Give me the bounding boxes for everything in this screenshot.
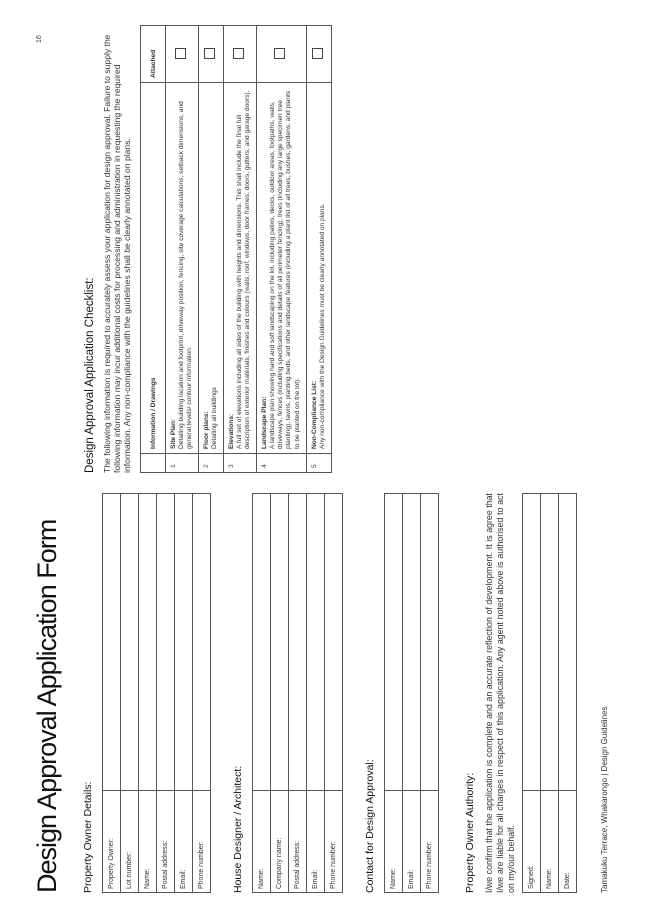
authority-name-field[interactable] bbox=[540, 494, 558, 791]
table-row bbox=[121, 494, 139, 893]
authority-heading: Property Owner Authority: bbox=[464, 772, 476, 893]
checklist-table bbox=[140, 25, 331, 473]
owner-details-heading: Property Owner Details: bbox=[82, 781, 94, 893]
contact-name-field[interactable] bbox=[385, 494, 403, 791]
designer-phone-field[interactable] bbox=[325, 494, 343, 791]
item-number: 2 bbox=[199, 454, 224, 473]
table-row bbox=[257, 26, 306, 473]
designer-table bbox=[252, 493, 343, 893]
attached-checkbox[interactable] bbox=[204, 49, 215, 60]
table-row bbox=[306, 26, 331, 473]
info-column-header: Information / Drawings bbox=[141, 83, 166, 454]
table-row bbox=[199, 26, 224, 473]
table-row bbox=[403, 494, 421, 893]
item-title: Floor plans: bbox=[203, 411, 211, 449]
company-name-field[interactable] bbox=[271, 494, 289, 791]
table-row bbox=[157, 494, 175, 893]
authority-statement: I/we confirm that the application is complete and an accurate reflection of development. It is agree that I/we are liable for all charges in respect of this application. Any agent noted above is authorised to act on my/our behalf. bbox=[484, 493, 516, 893]
item-info bbox=[306, 83, 331, 454]
item-title: Landscape Plan: bbox=[261, 396, 269, 449]
item-description: Detailing building location and footprint, driveway position, fencing, site coverage calculations, setback dimensions, and general levels/ contour information. bbox=[178, 101, 194, 449]
authority-section bbox=[464, 493, 577, 893]
name-field[interactable] bbox=[139, 494, 157, 791]
attached-cell bbox=[257, 26, 306, 83]
contact-section bbox=[364, 493, 439, 893]
table-row bbox=[421, 494, 439, 893]
table-row bbox=[522, 494, 540, 893]
item-number: 3 bbox=[224, 454, 257, 473]
attached-checkbox[interactable] bbox=[175, 49, 186, 60]
field-label: Lot number: bbox=[121, 791, 139, 893]
field-label: Phone number: bbox=[325, 791, 343, 893]
contact-heading: Contact for Design Approval: bbox=[364, 759, 376, 893]
number-column-header bbox=[141, 454, 166, 473]
table-header-row bbox=[141, 26, 166, 473]
table-row bbox=[103, 494, 121, 893]
contact-email-field[interactable] bbox=[403, 494, 421, 791]
item-title: Non-Compliance List: bbox=[310, 380, 318, 449]
item-description: A full set of elevations including all sides of the building with heights and dimensions. This shall include the final full description of exterior materials, finishes and colours (walls, roof, windows, door frames, doors, gutters, and garage doors). bbox=[236, 90, 252, 449]
footer: Tamakuku Terrace, Whakarongo | Design Guidelines bbox=[600, 706, 609, 893]
email-field[interactable] bbox=[175, 494, 193, 791]
field-label: Email: bbox=[175, 791, 193, 893]
contact-table bbox=[384, 493, 439, 893]
attached-checkbox[interactable] bbox=[233, 49, 244, 60]
designer-heading: House Designer / Architect: bbox=[232, 765, 244, 893]
table-row bbox=[224, 26, 257, 473]
table-row bbox=[385, 494, 403, 893]
field-label: Company name: bbox=[271, 791, 289, 893]
attached-checkbox[interactable] bbox=[274, 49, 285, 60]
field-label: Name: bbox=[385, 791, 403, 893]
attached-cell bbox=[166, 26, 199, 83]
table-row bbox=[253, 494, 271, 893]
item-title: Site Plan: bbox=[170, 418, 178, 449]
item-number: 4 bbox=[257, 454, 306, 473]
item-description: A landscape plan showing hard and soft landscaping on the lot, including patios, decks, outdoor areas, footpaths, walls, driveways, fences (including specifications and details of all perimeter fencing), trees (including any large specimen tree planting), lawns, planting beds, and other landscape features (including a plant list of all trees, bushes, gardens, and plants to be planted on the lot). bbox=[269, 90, 301, 449]
attached-column-header: Attached bbox=[141, 26, 166, 83]
field-label: Phone number: bbox=[421, 791, 439, 893]
table-row bbox=[540, 494, 558, 893]
contact-phone-field[interactable] bbox=[421, 494, 439, 791]
designer-section bbox=[232, 493, 343, 893]
field-label: Property Owner: bbox=[103, 791, 121, 893]
field-label: Name: bbox=[540, 791, 558, 893]
field-label: Date: bbox=[558, 791, 576, 893]
item-number: 1 bbox=[166, 454, 199, 473]
table-row bbox=[193, 494, 211, 893]
owner-details-table bbox=[102, 493, 211, 893]
item-info bbox=[257, 83, 306, 454]
item-number: 5 bbox=[306, 454, 331, 473]
checklist-heading: Design Approval Application Checklist: bbox=[84, 277, 96, 473]
designer-name-field[interactable] bbox=[253, 494, 271, 791]
designer-postal-address-field[interactable] bbox=[289, 494, 307, 791]
table-row bbox=[558, 494, 576, 893]
attached-checkbox[interactable] bbox=[312, 49, 323, 60]
table-row bbox=[271, 494, 289, 893]
attached-cell bbox=[199, 26, 224, 83]
checklist-section bbox=[84, 25, 332, 473]
field-label: Email: bbox=[307, 791, 325, 893]
field-label: Name: bbox=[253, 791, 271, 893]
table-row bbox=[175, 494, 193, 893]
field-label: Name: bbox=[139, 791, 157, 893]
item-info bbox=[199, 83, 224, 454]
page-number: 16 bbox=[36, 35, 43, 43]
item-description: Any non-compliance with the Design Guidelines must be clearly annotated on plans. bbox=[318, 203, 326, 449]
table-row bbox=[289, 494, 307, 893]
attached-cell bbox=[306, 26, 331, 83]
item-description: Detailing all buildings bbox=[211, 387, 219, 449]
postal-address-field[interactable] bbox=[157, 494, 175, 791]
signature-field[interactable] bbox=[522, 494, 540, 791]
field-label: Phone number: bbox=[193, 791, 211, 893]
table-row bbox=[307, 494, 325, 893]
page-title: Design Approval Application Form bbox=[32, 519, 62, 893]
item-title: Elevations: bbox=[228, 413, 236, 449]
table-row bbox=[139, 494, 157, 893]
field-label: Email: bbox=[403, 791, 421, 893]
designer-email-field[interactable] bbox=[307, 494, 325, 791]
authority-table bbox=[522, 493, 577, 893]
field-label: Signed: bbox=[522, 791, 540, 893]
field-label: Postal address: bbox=[157, 791, 175, 893]
checklist-intro: The following information is required to accurately assess your application for design approval. Failure to supply the following information may incur additional costs for processing and administration in requesting the required information. Any non-compliance with the guidelines shall be clearly annotated on plans. bbox=[102, 34, 133, 473]
item-info bbox=[224, 83, 257, 454]
table-row bbox=[325, 494, 343, 893]
lot-number-field[interactable] bbox=[121, 494, 139, 791]
attached-cell bbox=[224, 26, 257, 83]
table-row bbox=[166, 26, 199, 473]
owner-field[interactable] bbox=[103, 494, 121, 791]
phone-number-field[interactable] bbox=[193, 494, 211, 791]
item-info bbox=[166, 83, 199, 454]
field-label: Postal address: bbox=[289, 791, 307, 893]
owner-details-section bbox=[82, 493, 211, 893]
date-field[interactable] bbox=[558, 494, 576, 791]
